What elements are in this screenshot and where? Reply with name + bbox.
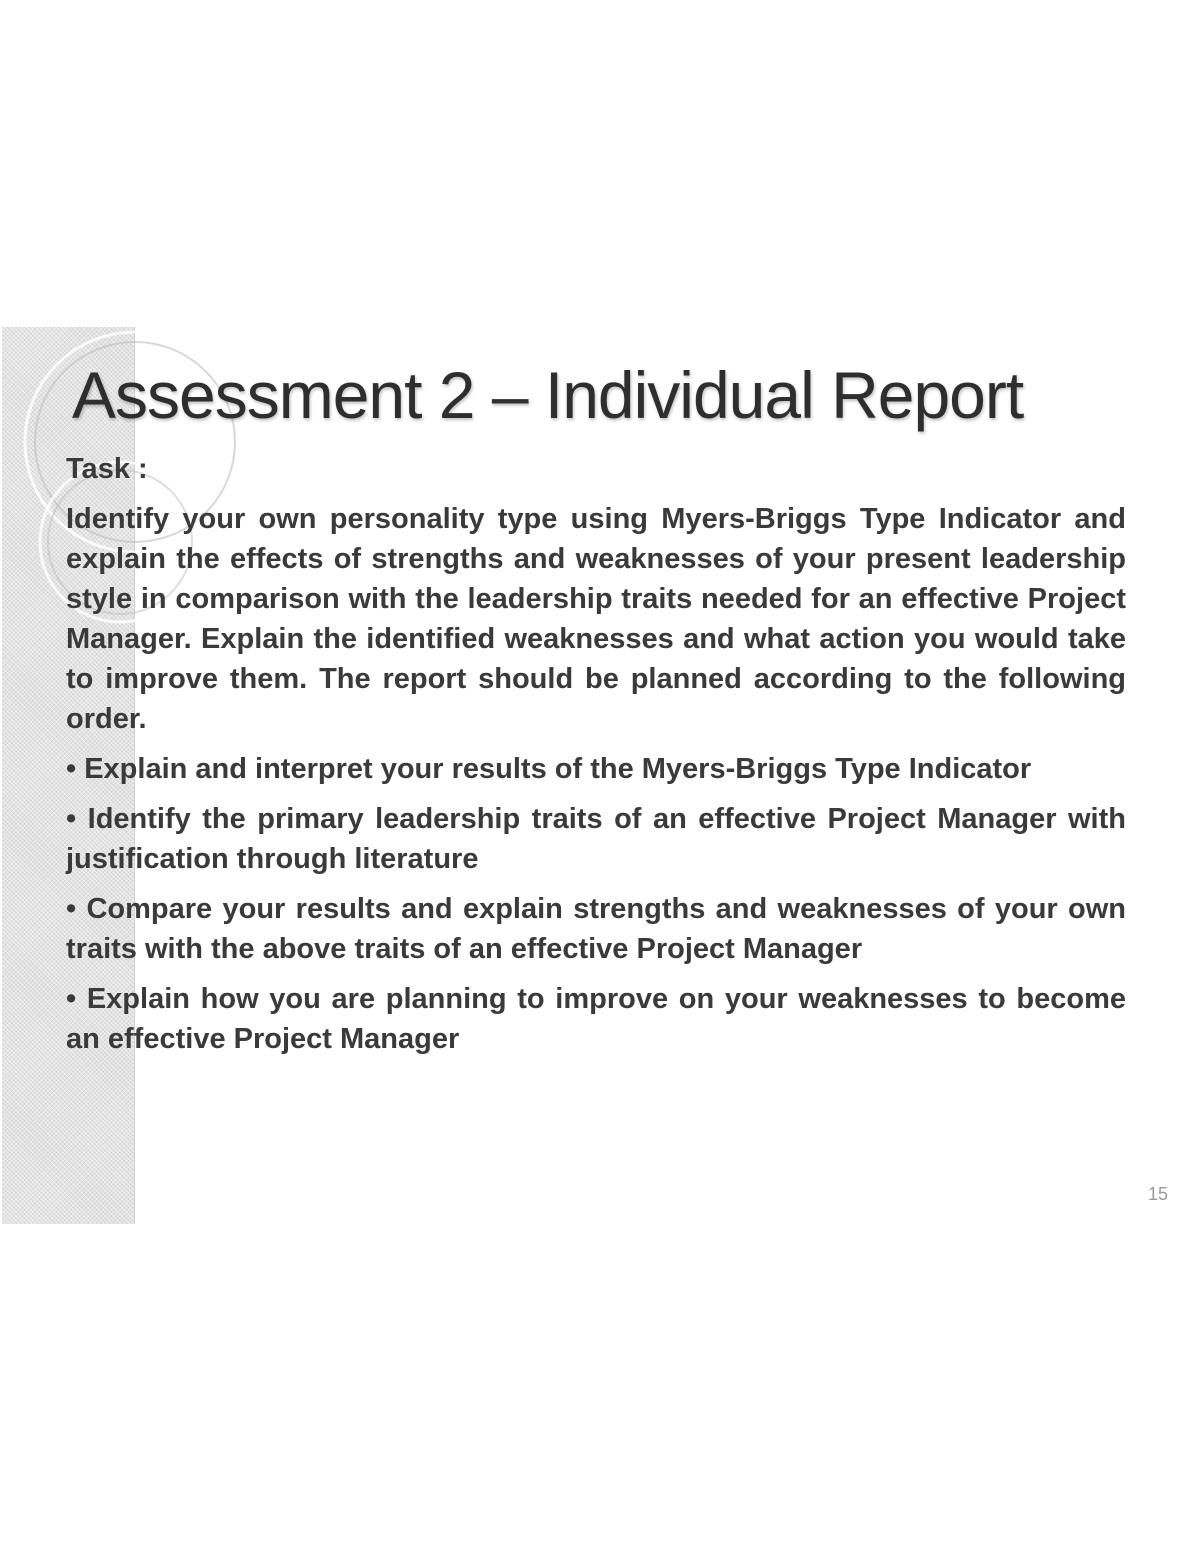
page-number: 15 [1147,1184,1168,1204]
task-label: Task : [66,453,148,485]
slide-body [66,449,1126,1069]
slide [0,327,1200,1224]
slide-title: Assessment 2 – Individual Report [72,358,1024,432]
task-description: Identify your own personality type using Myers-Briggs Type Indicator and explain the effects of strengths and weaknesses of your present leadership style in comparison with the leadership traits needed for an effective Project Manager. Explain the identified weaknesses and what action you would take to improve them. The report should be planned according to the following order. [66,503,1126,735]
bullet-item: • Compare your results and explain strengths and weaknesses of your own traits with the above traits of an effective Project Manager [66,893,1126,965]
bullet-item: • Explain how you are planning to improve on your weaknesses to become an effective Project Manager [66,983,1126,1055]
bullet-item: • Explain and interpret your results of the Myers-Briggs Type Indicator [66,753,1032,785]
bullet-item: • Identify the primary leadership traits of an effective Project Manager with justification through literature [66,803,1126,875]
